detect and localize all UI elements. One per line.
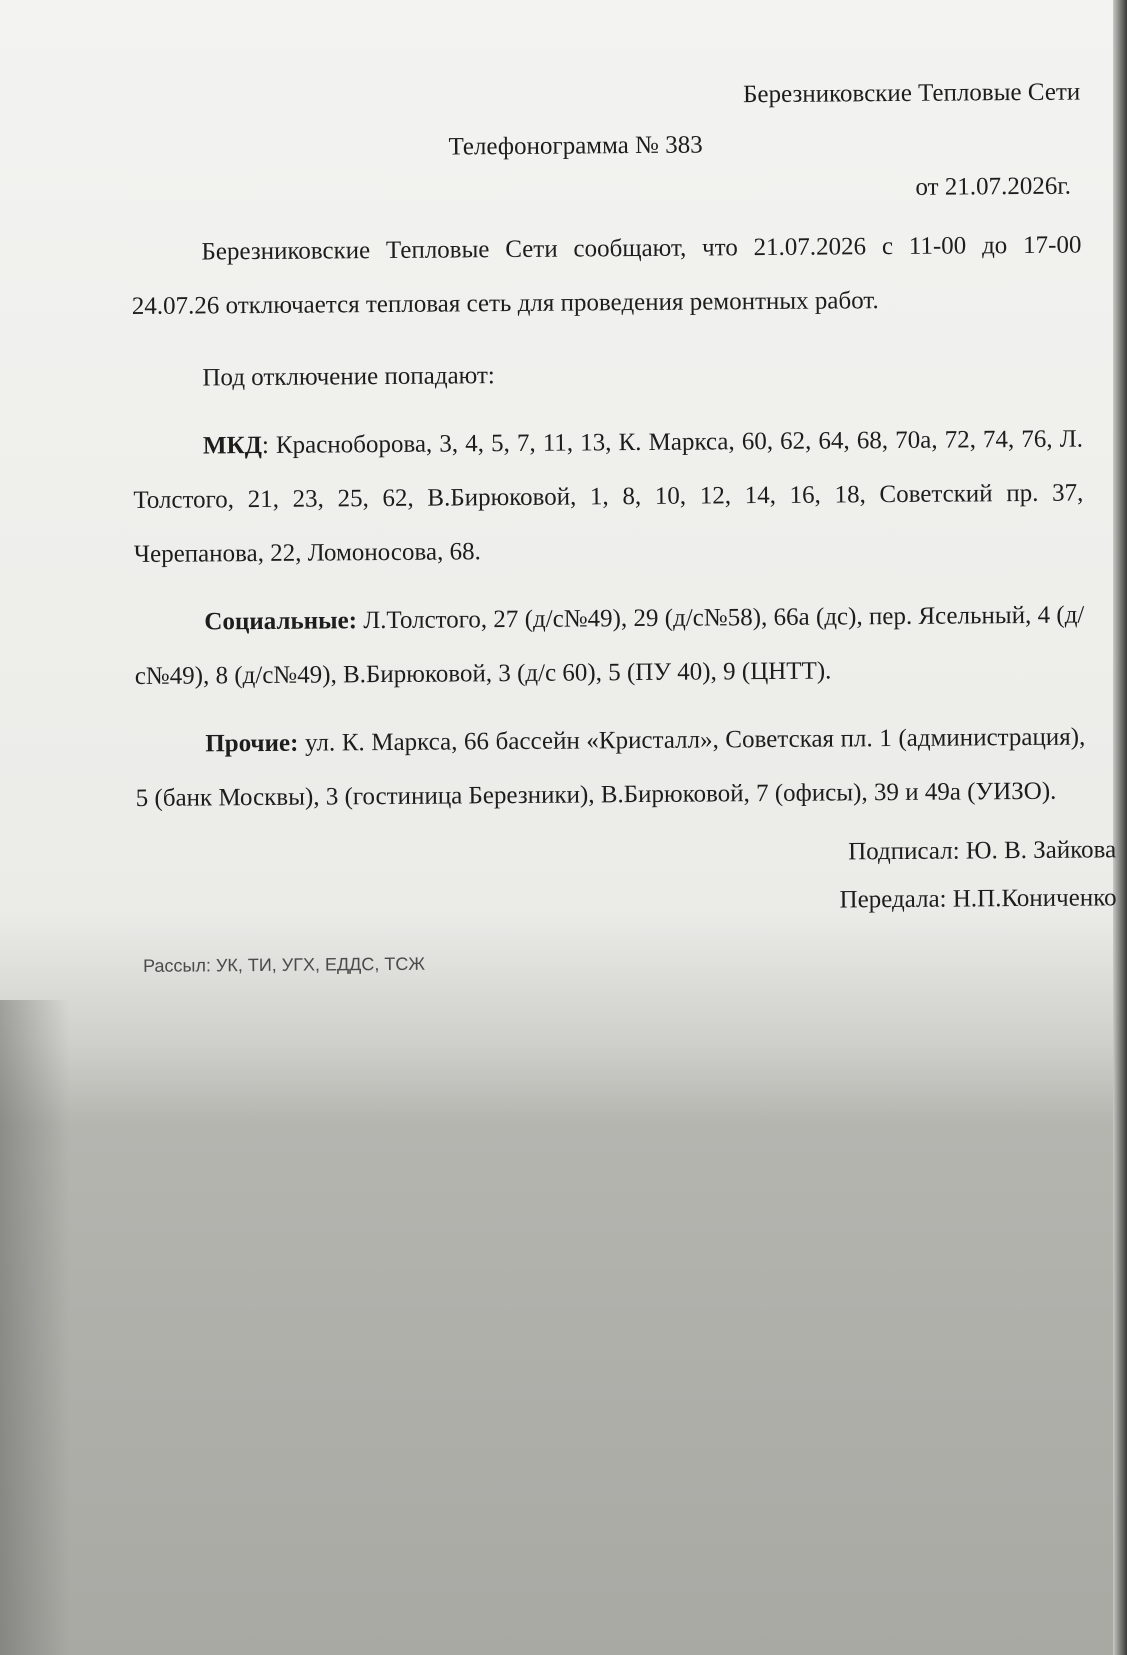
signature-block	[136, 826, 1117, 930]
other-label: Прочие:	[205, 729, 299, 758]
mkd-addresses: : Красноборова, 3, 4, 5, 7, 11, 13, К. Маркса, 60, 62, 64, 68, 70а, 72, 74, 76, Л. Толстого, 21, 23, 25, 62, В.Бирюковой, 1, 8, 10, 12, 14, 16, 18, Советский пр. 37, Черепанова, 22, Ломоносова, 68.	[133, 425, 1084, 568]
social-paragraph	[134, 589, 1085, 704]
document-body	[130, 63, 1117, 980]
mailing-list: Рассыл: УК, ТИ, УГХ, ЕДДС, ТСЖ	[142, 953, 426, 976]
intro-paragraph: Березниковские Тепловые Сети сообщают, что 21.07.2026 с 11-00 до 17-00 24.07.26 отключается тепловая сеть для проведения ремонтных работ.	[131, 231, 1082, 320]
mkd-label: МКД	[202, 431, 262, 460]
transmitted-by: Передала: Н.П.Кониченко	[839, 884, 1117, 914]
social-label: Социальные:	[204, 607, 358, 636]
signed-by: Подписал: Ю. В. Зайкова	[848, 836, 1117, 866]
other-addresses: ул. К. Маркса, 66 бассейн «Кристалл», Советская пл. 1 (администрация), 5 (банк Москвы), 3 (гостиница Березники), В.Бирюковой, 7 (офисы), 39 и 49а (УИЗО).	[135, 723, 1086, 812]
mkd-paragraph	[133, 413, 1084, 582]
document-date: от 21.07.2026г.	[915, 172, 1072, 201]
affected-heading: Под отключение попадают:	[202, 362, 495, 392]
organization-name: Березниковские Тепловые Сети	[743, 78, 1081, 109]
document-title: Телефонограмма № 383	[448, 131, 703, 161]
social-addresses: Л.Толстого, 27 (д/с№49), 29 (д/с№58), 66а (дс), пер. Ясельный, 4 (д/с№49), 8 (д/с№49), В.Бирюковой, 3 (д/с 60), 5 (ПУ 40), 9 (ЦНТТ).	[134, 601, 1085, 690]
other-paragraph	[135, 711, 1086, 826]
shadow-overlay	[0, 1000, 70, 1655]
